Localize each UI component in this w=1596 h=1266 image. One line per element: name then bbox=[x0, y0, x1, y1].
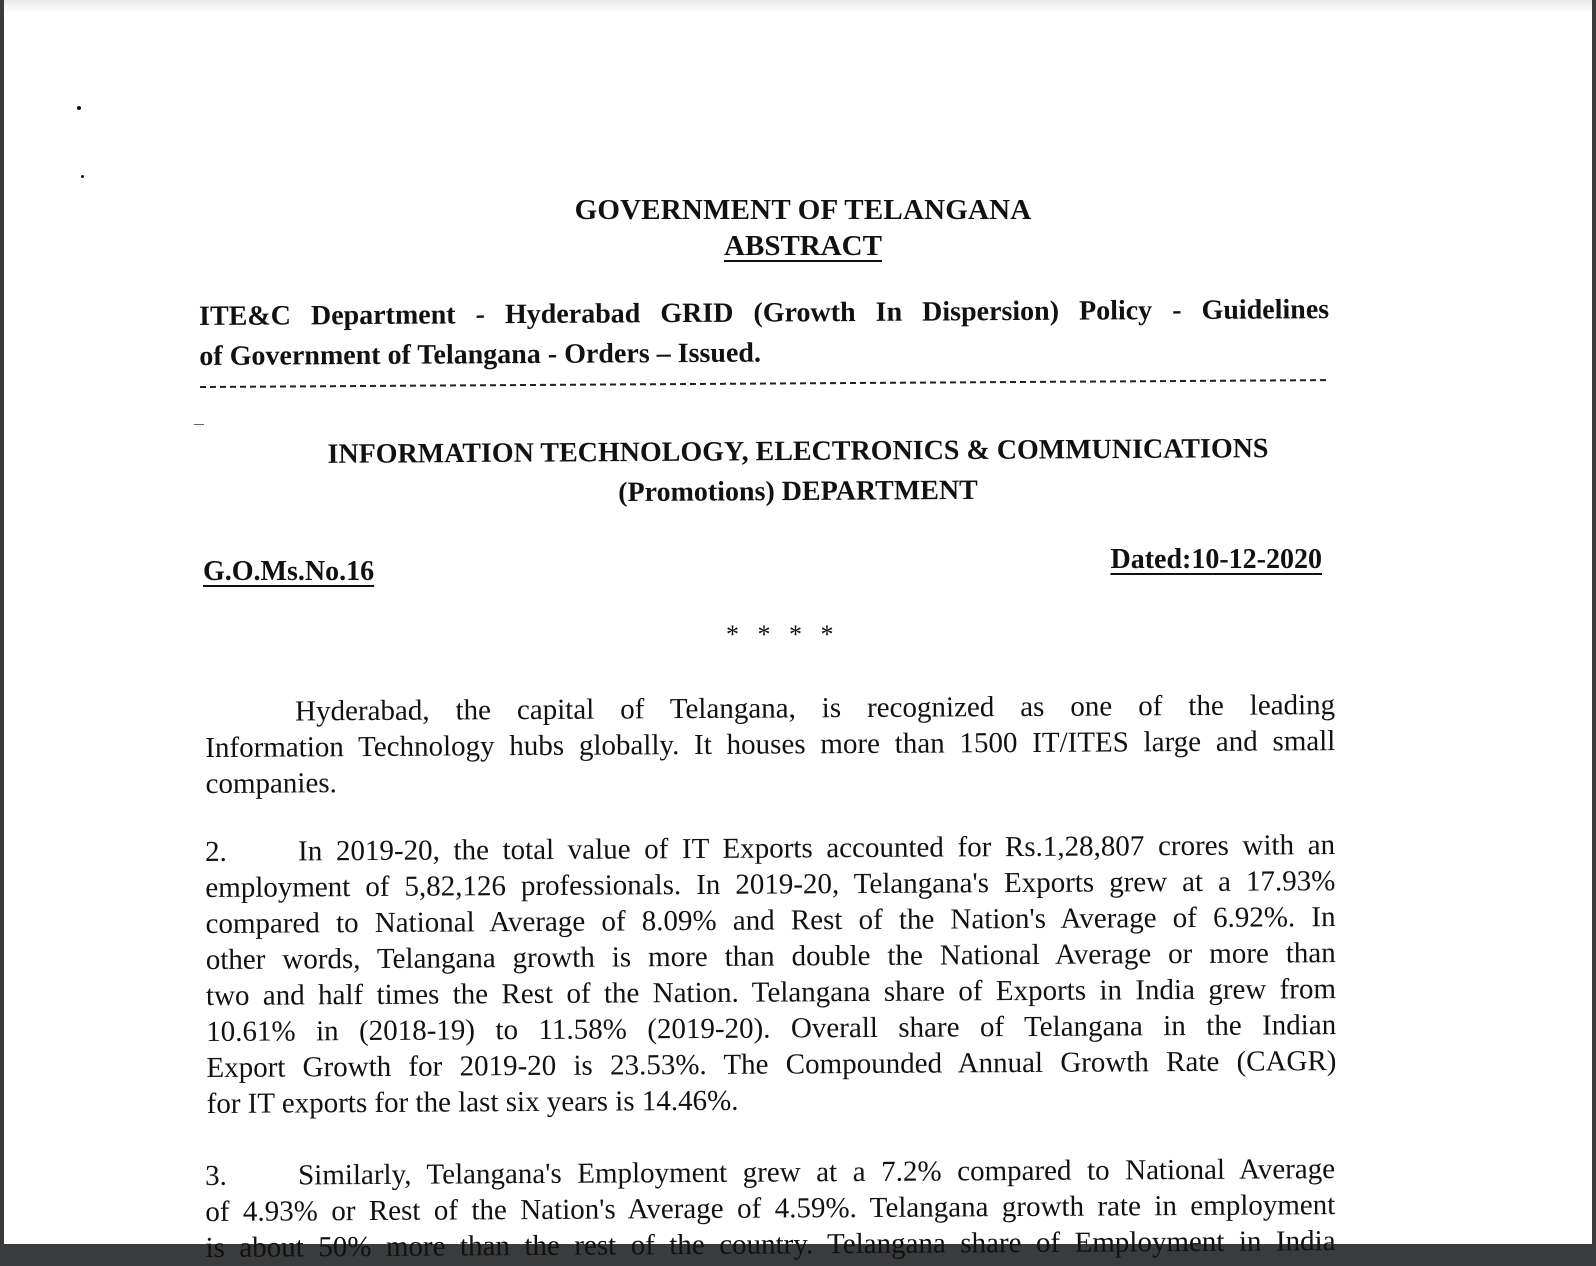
paragraph-line: Export Growth for 2019-20 is 23.53%. The Compounded Annual Growth Rate (CAGR) bbox=[206, 1045, 1337, 1084]
paragraph-line: employment of 5,82,126 professionals. In 2019-20, Telangana's Exports grew at a 17.93% bbox=[205, 865, 1336, 904]
department-heading: INFORMATION TECHNOLOGY, ELECTRONICS & COMMUNICATIONS bbox=[327, 433, 1269, 470]
subject-block bbox=[199, 290, 1329, 377]
paragraph-line: 10.61% in (2018-19) to 11.58% (2019-20). Overall share of Telangana in the Indian bbox=[206, 1009, 1337, 1048]
paragraph-line: In 2019-20, the total value of IT Exports accounted for Rs.1,28,807 crores with an bbox=[298, 829, 1336, 868]
paragraph-line: is about 50% more than the rest of the country. Telangana share of Employment in India bbox=[205, 1225, 1336, 1264]
order-number: G.O.Ms.No.16 bbox=[203, 556, 375, 587]
subject-line: ITE&C Department - Hyderabad GRID (Growth In Dispersion) Policy - Guidelines bbox=[199, 294, 1330, 332]
scan-speck bbox=[77, 106, 81, 110]
government-heading: GOVERNMENT OF TELANGANA bbox=[574, 194, 1032, 226]
paragraph-line: for IT exports for the last six years is 14.46%. bbox=[206, 1084, 739, 1120]
paragraph-line: companies. bbox=[205, 767, 337, 800]
paragraph-1 bbox=[205, 687, 1336, 802]
dashed-divider bbox=[200, 379, 1326, 388]
paragraph-2 bbox=[205, 827, 1337, 1122]
department-subheading: (Promotions) DEPARTMENT bbox=[618, 474, 978, 509]
subject-line: of Government of Telangana - Orders – Issued. bbox=[199, 337, 762, 372]
abstract-heading: ABSTRACT bbox=[724, 230, 882, 262]
paragraph-line: of 4.93% or Rest of the Nation's Average of 4.59%. Telangana growth rate in employment bbox=[205, 1189, 1336, 1228]
paragraph-line: two and half times the Rest of the Nation. Telangana share of Exports in India grew from bbox=[205, 973, 1337, 1012]
separator-stars: * * * * bbox=[726, 620, 840, 649]
paragraph-line: Hyderabad, the capital of Telangana, is recognized as one of the leading bbox=[295, 689, 1336, 728]
paragraph-line: compared to National Average of 8.09% and Rest of the Nation's Average of 6.92%. In bbox=[205, 901, 1336, 940]
paragraph-line: Similarly, Telangana's Employment grew at a 7.2% compared to National Average bbox=[298, 1153, 1336, 1192]
order-date: Dated:10-12-2020 bbox=[1110, 544, 1322, 575]
scan-mark bbox=[194, 424, 204, 425]
paragraph-line: Information Technology hubs globally. It houses more than 1500 IT/ITES large and small bbox=[205, 725, 1336, 764]
paragraph-3 bbox=[205, 1151, 1336, 1266]
document-page bbox=[4, 0, 1592, 1264]
paragraph-number: 2. bbox=[205, 835, 227, 868]
scan-speck bbox=[81, 175, 84, 178]
paragraph-line: other words, Telangana growth is more than double the National Average or more than bbox=[205, 937, 1336, 976]
paragraph-number: 3. bbox=[205, 1159, 227, 1192]
